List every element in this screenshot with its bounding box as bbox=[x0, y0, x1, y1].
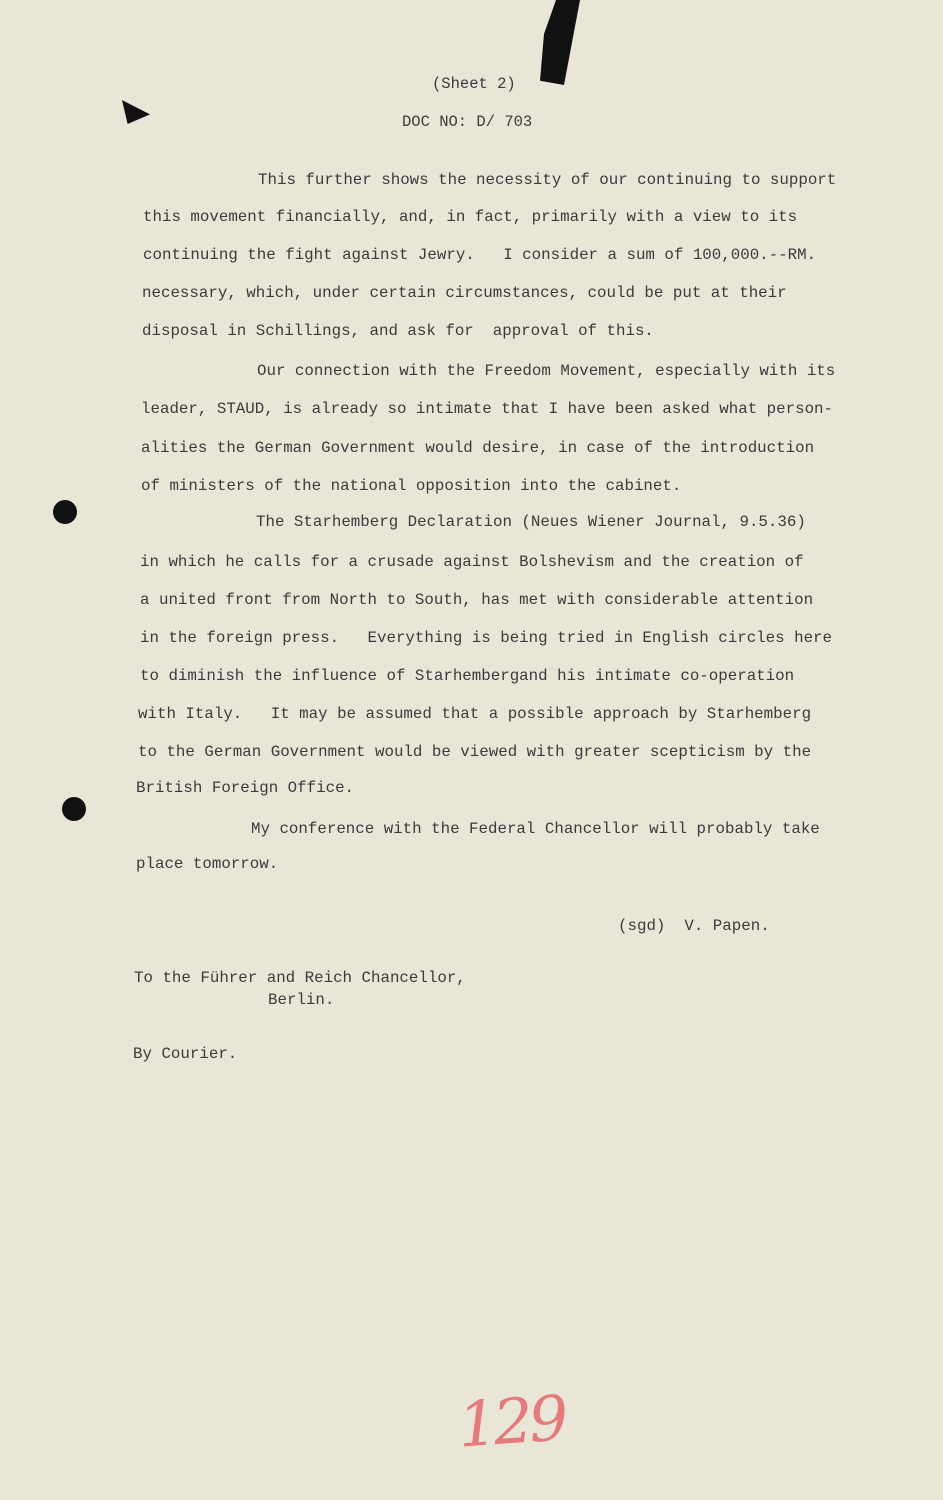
body-line: of ministers of the national opposition into the cabinet. bbox=[141, 477, 682, 495]
body-line: British Foreign Office. bbox=[136, 779, 355, 797]
arrow-mark bbox=[122, 100, 150, 124]
body-line: a united front from North to South, has met with considerable attention bbox=[140, 591, 814, 609]
body-line: continuing the fight against Jewry. I consider a sum of 100,000.--RM. bbox=[143, 246, 817, 264]
body-line: disposal in Schillings, and ask for approval of this. bbox=[142, 322, 654, 340]
punch-hole bbox=[53, 500, 77, 524]
body-line: to diminish the influence of Starhembergand his intimate co-operation bbox=[140, 667, 795, 685]
body-line: My conference with the Federal Chancellor will probably take bbox=[251, 820, 820, 838]
body-line: with Italy. It may be assumed that a possible approach by Starhemberg bbox=[138, 705, 812, 723]
doc-number: DOC NO: D/ 703 bbox=[402, 113, 533, 131]
body-line: alities the German Government would desire, in case of the introduction bbox=[141, 439, 815, 457]
body-line: necessary, which, under certain circumstances, could be put at their bbox=[142, 284, 787, 302]
body-line: place tomorrow. bbox=[136, 855, 279, 873]
body-line: Our connection with the Freedom Movement, especially with its bbox=[257, 362, 836, 380]
body-line: this movement financially, and, in fact, primarily with a view to its bbox=[143, 208, 798, 226]
body-line: leader, STAUD, is already so intimate that I have been asked what person- bbox=[141, 400, 834, 418]
sheet-label: (Sheet 2) bbox=[432, 75, 516, 93]
body-line: in which he calls for a crusade against Bolshevism and the creation of bbox=[140, 553, 804, 571]
addressee-city: Berlin. bbox=[268, 991, 335, 1009]
punch-hole bbox=[62, 797, 86, 821]
body-line: This further shows the necessity of our continuing to support bbox=[258, 171, 837, 189]
body-line: to the German Government would be viewed with greater scepticism by the bbox=[138, 743, 812, 761]
signature: (sgd) V. Papen. bbox=[618, 917, 770, 935]
delivery-method: By Courier. bbox=[133, 1045, 238, 1063]
ink-blot bbox=[540, 0, 580, 85]
body-line: in the foreign press. Everything is being tried in English circles here bbox=[140, 629, 833, 647]
body-line: The Starhemberg Declaration (Neues Wiener Journal, 9.5.36) bbox=[256, 513, 806, 531]
handwritten-page-number: 129 bbox=[455, 1381, 567, 1462]
addressee-line: To the Führer and Reich Chancellor, bbox=[134, 969, 466, 987]
